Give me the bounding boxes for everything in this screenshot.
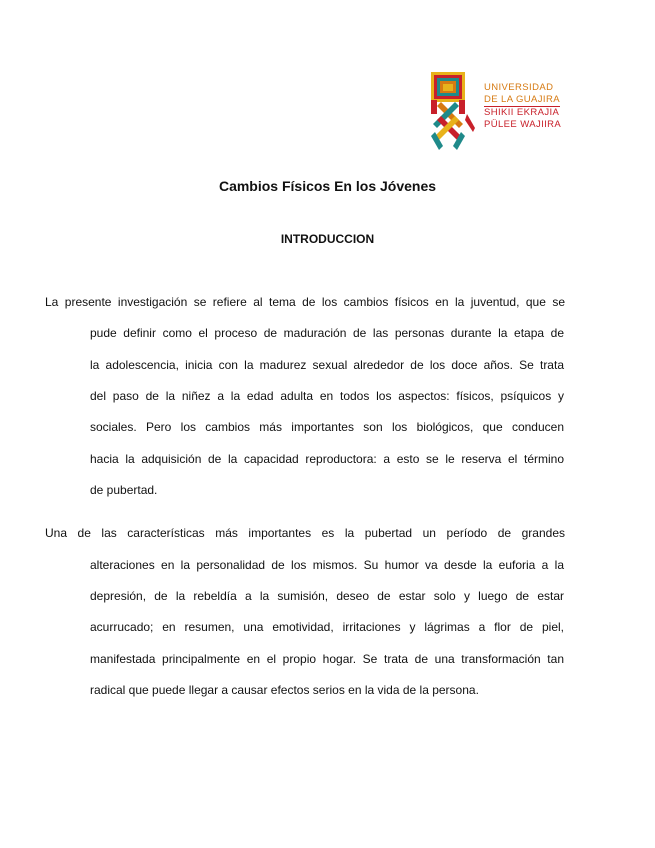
university-logo <box>429 70 569 152</box>
university-name <box>484 82 561 130</box>
paragraph-line: pude definir como el proceso de maduración de las personas durante la etapa de <box>90 326 564 340</box>
paragraph-line: hacia la adquisición de la capacidad reproductora: a esto se le reserva el término <box>90 452 564 466</box>
university-emblem-icon <box>429 70 479 152</box>
document-title: Cambios Físicos En los Jóvenes <box>218 178 437 194</box>
paragraph-line: depresión, de la rebeldía a la sumisión, deseo de estar solo y luego de estar <box>90 589 564 603</box>
paragraph-line: de pubertad. <box>90 483 158 497</box>
paragraph-line: la adolescencia, inicia con la madurez sexual alrededor de los doce años. Se trata <box>90 358 564 372</box>
paragraph-line: manifestada principalmente en el propio hogar. Se trata de una transformación tan <box>90 652 564 666</box>
logo-line-4: PÜLEE WAJIIRA <box>484 118 562 130</box>
paragraph-line: del paso de la niñez a la edad adulta en todos los aspectos: físicos, psíquicos y <box>90 389 564 403</box>
logo-line-2: DE LA GUAJIRA <box>484 94 560 108</box>
paragraph-line: sociales. Pero los cambios más importantes son los biológicos, que conducen <box>90 420 564 434</box>
paragraph-line: radical que puede llegar a causar efectos serios en la vida de la persona. <box>90 683 479 697</box>
paragraph-line: acurrucado; en resumen, una emotividad, irritaciones y lágrimas a flor de piel, <box>90 620 564 634</box>
paragraph-line: Una de las características más importantes es la pubertad un período de grandes <box>45 526 565 540</box>
paragraph-line: La presente investigación se refiere al tema de los cambios físicos en la juventud, que se <box>45 295 565 309</box>
section-heading: INTRODUCCION <box>280 232 375 246</box>
logo-line-1: UNIVERSIDAD <box>484 82 554 93</box>
paragraph-line: alteraciones en la personalidad de los mismos. Su humor va desde la euforia a la <box>90 558 564 572</box>
logo-line-3: SHIKII EKRAJIA <box>484 107 560 118</box>
